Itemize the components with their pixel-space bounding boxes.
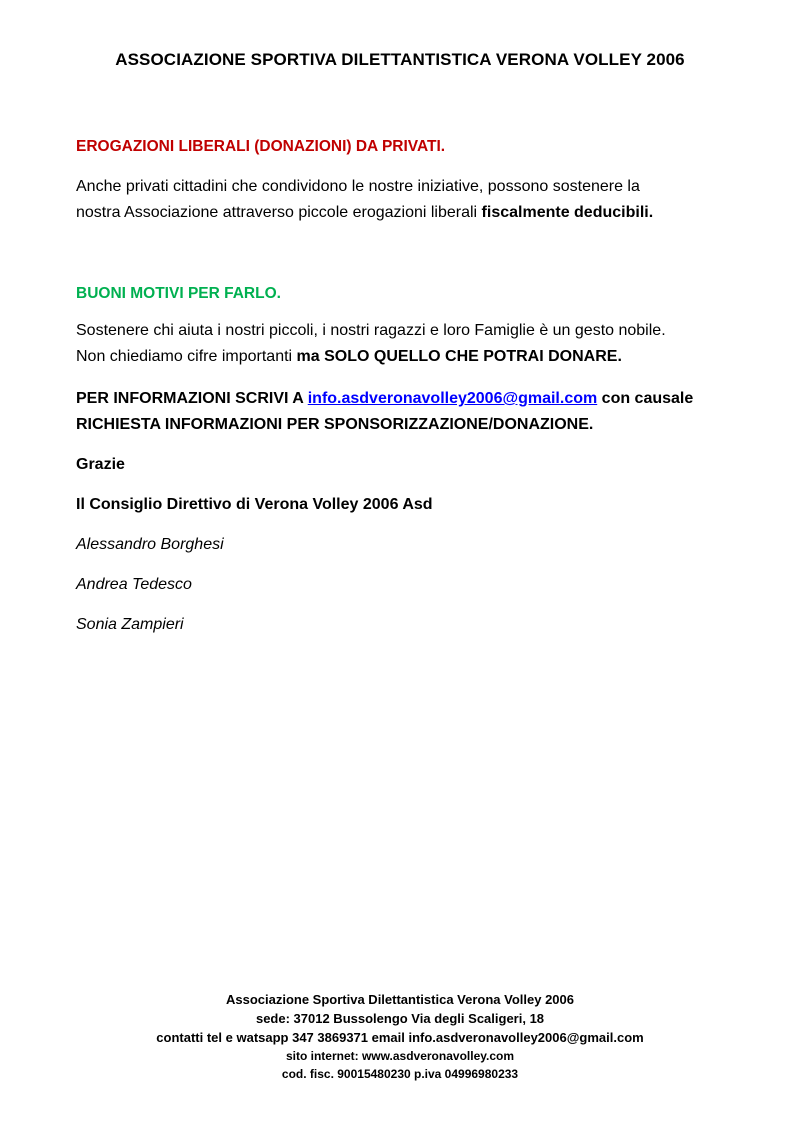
info-suffix: con causale	[597, 390, 694, 407]
footer-contacts: contatti tel e watsapp 347 3869371 email info.asdveronavolley2006@gmail.com	[156, 1030, 644, 1045]
footer-address: sede: 37012 Bussolengo Via degli Scaligeri, 18	[255, 1011, 545, 1026]
donations-line-1: Anche privati cittadini che condividono le nostre iniziative, possono sostenere la	[76, 178, 640, 195]
reasons-line-2	[76, 344, 736, 370]
footer	[0, 990, 800, 1083]
reasons-heading: BUONI MOTIVI PER FARLO.	[76, 285, 281, 302]
council-signature: Il Consiglio Direttivo di Verona Volley 2006 Asd	[76, 496, 433, 513]
reasons-line-2-text: Non chiediamo cifre importanti	[76, 348, 297, 365]
deductible-emphasis: fiscalmente deducibili.	[481, 204, 654, 221]
reasons-line-1: Sostenere chi aiuta i nostri piccoli, i nostri ragazzi e loro Famiglie è un gesto nobile.	[76, 322, 666, 339]
footer-tax-codes: cod. fisc. 90015480230 p.iva 04996980233	[281, 1067, 519, 1081]
info-line-1	[76, 386, 736, 412]
donations-line-2-text: nostra Associazione attraverso piccole erogazioni liberali	[76, 204, 482, 221]
member-name: Alessandro Borghesi	[76, 536, 224, 553]
donations-heading: EROGAZIONI LIBERALI (DONAZIONI) DA PRIVATI.	[76, 138, 446, 155]
footer-association-name: Associazione Sportiva Dilettantistica Verona Volley 2006	[225, 992, 574, 1007]
member-name: Sonia Zampieri	[76, 616, 184, 633]
footer-website: sito internet: www.asdveronavolley.com	[285, 1049, 515, 1063]
info-prefix: PER INFORMAZIONI SCRIVI A	[76, 390, 308, 407]
info-line-2: RICHIESTA INFORMAZIONI PER SPONSORIZZAZIONE/DONAZIONE.	[76, 416, 594, 433]
info-paragraph	[76, 386, 736, 438]
donations-section	[76, 134, 736, 160]
reasons-section	[76, 281, 736, 307]
reasons-paragraph	[76, 318, 736, 370]
thanks-text: Grazie	[76, 456, 125, 473]
document-title: ASSOCIAZIONE SPORTIVA DILETTANTISTICA VERONA VOLLEY 2006	[115, 50, 685, 69]
member-name: Andrea Tedesco	[76, 576, 192, 593]
donate-emphasis: ma SOLO QUELLO CHE POTRAI DONARE.	[296, 348, 622, 365]
email-link[interactable]: info.asdveronavolley2006@gmail.com	[307, 390, 598, 407]
donations-line-2	[76, 200, 736, 226]
donations-paragraph	[76, 174, 736, 226]
